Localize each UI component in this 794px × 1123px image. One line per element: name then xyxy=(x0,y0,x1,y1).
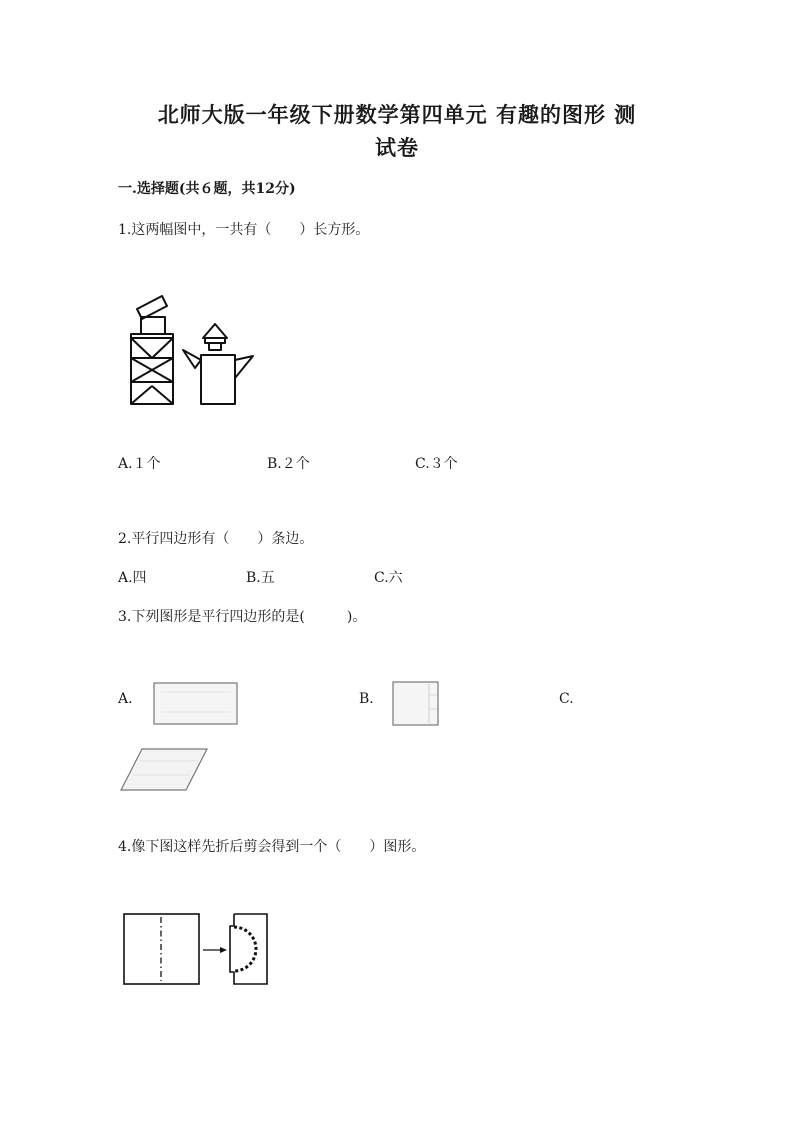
question-3 xyxy=(118,606,366,626)
q4-folded-paper xyxy=(230,914,267,984)
q1-option-b[interactable]: B.２个 xyxy=(267,456,310,472)
question-2-text: 平行四边形有（ ）条边。 xyxy=(131,531,314,547)
q3-option-b[interactable]: B. xyxy=(359,691,374,707)
question-4-text: 像下图这样先折后剪会得到一个（ ）图形。 xyxy=(131,839,426,855)
q3-option-c[interactable]: C. xyxy=(559,691,574,707)
q3-rectangle-shape xyxy=(153,682,239,726)
q1-handle xyxy=(183,350,201,368)
q3-parallelogram-shape xyxy=(120,747,210,793)
question-4-figure xyxy=(123,913,273,987)
q1-roof-triangle xyxy=(203,324,227,338)
question-4-number: 4. xyxy=(118,839,132,855)
page-title-line-2: 试卷 xyxy=(375,135,419,160)
question-2 xyxy=(118,528,313,548)
q3-square-shape xyxy=(392,681,440,727)
question-4 xyxy=(118,836,425,856)
q1-option-c[interactable]: C.３个 xyxy=(415,456,458,472)
question-3-text: 下列图形是平行四边形的是( )。 xyxy=(131,609,367,625)
question-2-number: 2. xyxy=(118,531,132,547)
section-heading: 一.选择题(共６题，共12分) xyxy=(118,181,296,197)
q1-tilted-block xyxy=(137,296,167,319)
q4-cut-semicircle xyxy=(234,927,256,971)
q2-option-c[interactable]: C.六 xyxy=(374,570,403,586)
q3-option-a[interactable]: A. xyxy=(118,691,133,707)
question-1-text: 这两幅图中，一共有（ ）长方形。 xyxy=(131,222,370,238)
question-3-number: 3. xyxy=(118,609,132,625)
question-1 xyxy=(118,219,369,239)
q1-spout xyxy=(235,356,253,378)
q1-neck xyxy=(209,343,221,350)
q1-head-square xyxy=(141,317,165,334)
question-1-number: 1. xyxy=(118,222,132,238)
q2-option-b[interactable]: B.五 xyxy=(246,570,275,586)
q1-kettle-body xyxy=(201,355,235,404)
page-title-line-1: 北师大版一年级下册数学第四单元 有趣的图形 测 xyxy=(157,102,637,127)
q2-option-a[interactable]: A.四 xyxy=(118,570,147,586)
question-1-figure xyxy=(125,292,265,412)
q1-option-a[interactable]: A.１个 xyxy=(118,456,161,472)
